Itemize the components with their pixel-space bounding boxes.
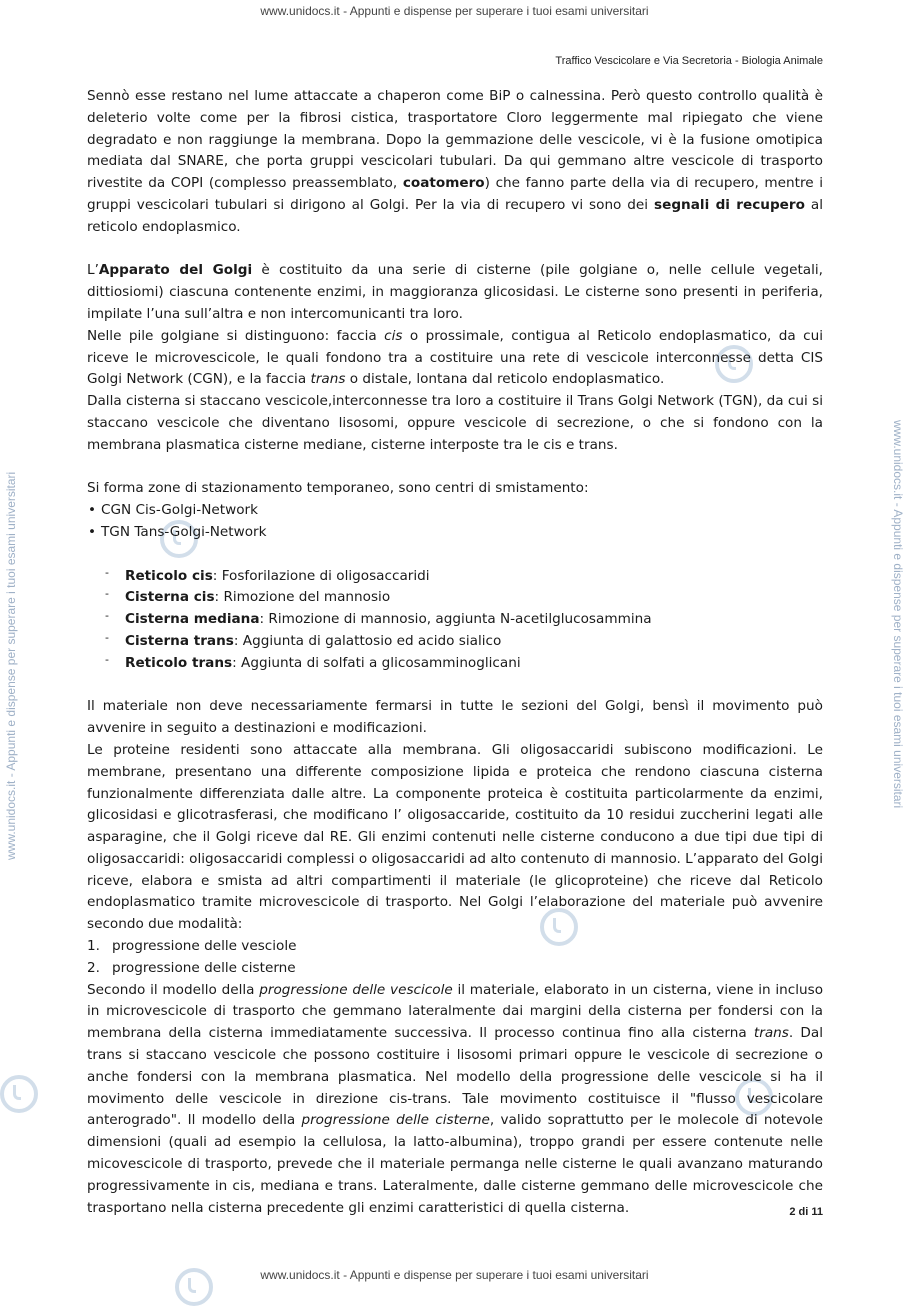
list-item: - Cisterna mediana: Rimozione di mannosio, aggiunta N-acetilglucosammina	[87, 609, 823, 631]
list-item: - Cisterna cis: Rimozione del mannosio	[87, 587, 823, 609]
page-header: Traffico Vescicolare e Via Secretoria - Biologia Animale	[555, 55, 823, 67]
list-item: - Cisterna trans: Aggiunta di galattosio ed acido sialico	[87, 631, 823, 653]
paragraph: Sennò esse restano nel lume attaccate a chaperon come BiP o calnessina. Però questo controllo qualità è deleterio volte come per la fibrosi cistica, trasportatore Cloro leggermente mal ripiegato che viene degradato e non raggiunge la membrana. Dopo la gemmazione delle vescicole, vi è la fusione omotipica mediata dal SNARE, che porta gruppi vescicolari tubulari. Da qui gemmano altre vescicole di trasporto rivestite da COPI (complesso preassemblato, coatomero) che fanno parte della via di recupero, mentre i gruppi vescicolari tubulari si dirigono al Golgi. Per la via di recupero vi sono dei segnali di recupero al reticolo endoplasmico.	[87, 88, 823, 235]
paragraph: Il materiale non deve necessariamente fermarsi in tutte le sezioni del Golgi, bensì il movimento può avvenire in seguito a destinazioni e modificazioni.	[87, 698, 823, 737]
watermark-banner-top: www.unidocs.it - Appunti e dispense per superare i tuoi esami universitari	[260, 4, 649, 18]
list-item: • CGN Cis-Golgi-Network	[87, 500, 823, 522]
page-number: 2 di 11	[789, 1206, 823, 1218]
paragraph: Secondo il modello della progressione delle vescicole il materiale, elaborato in un cisterna, viene in incluso in microvescicole di trasporto che gemmano lateralmente dai margini della cisterna per fondersi con la membrana della cisterna immediatamente successiva. Il processo continua fino alla cisterna trans. Dal trans si staccano vescicole che possono costituire i lisosomi primari oppure le vescicole di secrezione o anche fondersi con la membrana plasmatica. Nel modello della progressione delle vescicole si ha il movimento delle vescicole in direzione cis-trans. Tale movimento costituisce il "flusso vescicolare anterogrado". Il modello della progressione delle cisterne, valido soprattutto per le molecole di notevole dimensioni (quali ad esempio la cellulosa, la latto-albumina), troppo grandi per essere contenute nelle micovescicole di trasporto, prevede che il materiale permanga nelle cisterne le quali avanzano maturando progressivamente in cis, mediana e trans. Lateralmente, dalle cisterne gemmano delle microvescicole che trasportano nella cisterna precedente gli enzimi caratteristici di quella cisterna.	[87, 981, 824, 1216]
paragraph: Dalla cisterna si staccano vescicole,interconnesse tra loro a costituire il Trans Golgi Network (TGN), da cui si staccano vescicole che diventano lisosomi, oppure vescicole di secrezione, o che si fondono con la membrana plasmatica cisterne mediane, cisterne interposte tra le cis e trans.	[87, 393, 823, 453]
paragraph: Le proteine residenti sono attaccate alla membrana. Gli oligosaccaridi subiscono modificazioni. Le membrane, presentano una differente composizione lipida e proteica che rendono ciascuna cisterna funzionalmente differenziata dalle altre. La componente proteica è costituita particolarmente da enzimi, glicosidasi e glicotrasferasi, che modificano l’ oligosaccaride, costituito da 10 residui zuccherini legati alle asparagine, che il Golgi riceve dal RE. Gli enzimi contenuti nelle cisterne conducono a due tipi due tipi di oligosaccaridi: oligosaccaridi complessi o oligosaccaridi ad alto contenuto di mannosio. L’apparato del Golgi riceve, elabora e smista ad altri compartimenti il materiale (le glicoproteine) che riceve dal Reticolo endoplasmatico tramite microvescicole di trasporto. Nel Golgi l’elaborazione del materiale può avvenire secondo due modalità:	[87, 741, 823, 933]
paragraph: Nelle pile golgiane si distinguono: faccia cis o prossimale, contigua al Reticolo endoplasmatico, da cui riceve le microvescicole, le quali fondono tra a costituire una rete di vescicole interconnesse detta CIS Golgi Network (CGN), e la faccia trans o distale, lontana dal reticolo endoplasmatico.	[87, 327, 824, 388]
list-item: • TGN Tans-Golgi-Network	[87, 522, 823, 544]
watermark-banner-bottom: www.unidocs.it - Appunti e dispense per superare i tuoi esami universitari	[260, 1268, 649, 1282]
watermark-logo-icon	[0, 1075, 38, 1113]
list-item: - Reticolo trans: Aggiunta di solfati a glicosamminoglicani	[87, 653, 823, 675]
watermark-side-right: www.unidocs.it - Appunti e dispense per superare i tuoi esami universitari	[891, 420, 905, 809]
list-item: 1. progressione delle vesciole	[87, 938, 297, 955]
list-item: - Reticolo cis: Fosforilazione di oligosaccaridi	[87, 566, 823, 588]
document-body	[87, 86, 823, 1219]
watermark-logo-icon	[175, 1268, 213, 1306]
watermark-side-left: www.unidocs.it - Appunti e dispense per superare i tuoi esami universitari	[4, 471, 18, 860]
paragraph: Si forma zone di stazionamento temporaneo, sono centri di smistamento:	[87, 480, 589, 497]
paragraph: L’Apparato del Golgi è costituito da una serie di cisterne (pile golgiane o, nelle cellule vegetali, dittiosiomi) ciascuna contenente enzimi, in maggioranza glicosidasi. Le cisterne sono presenti in periferia, impilate l’una sull’altra e non intercomunicanti tra loro.	[87, 262, 823, 322]
list-item: 2. progressione delle cisterne	[87, 959, 296, 976]
